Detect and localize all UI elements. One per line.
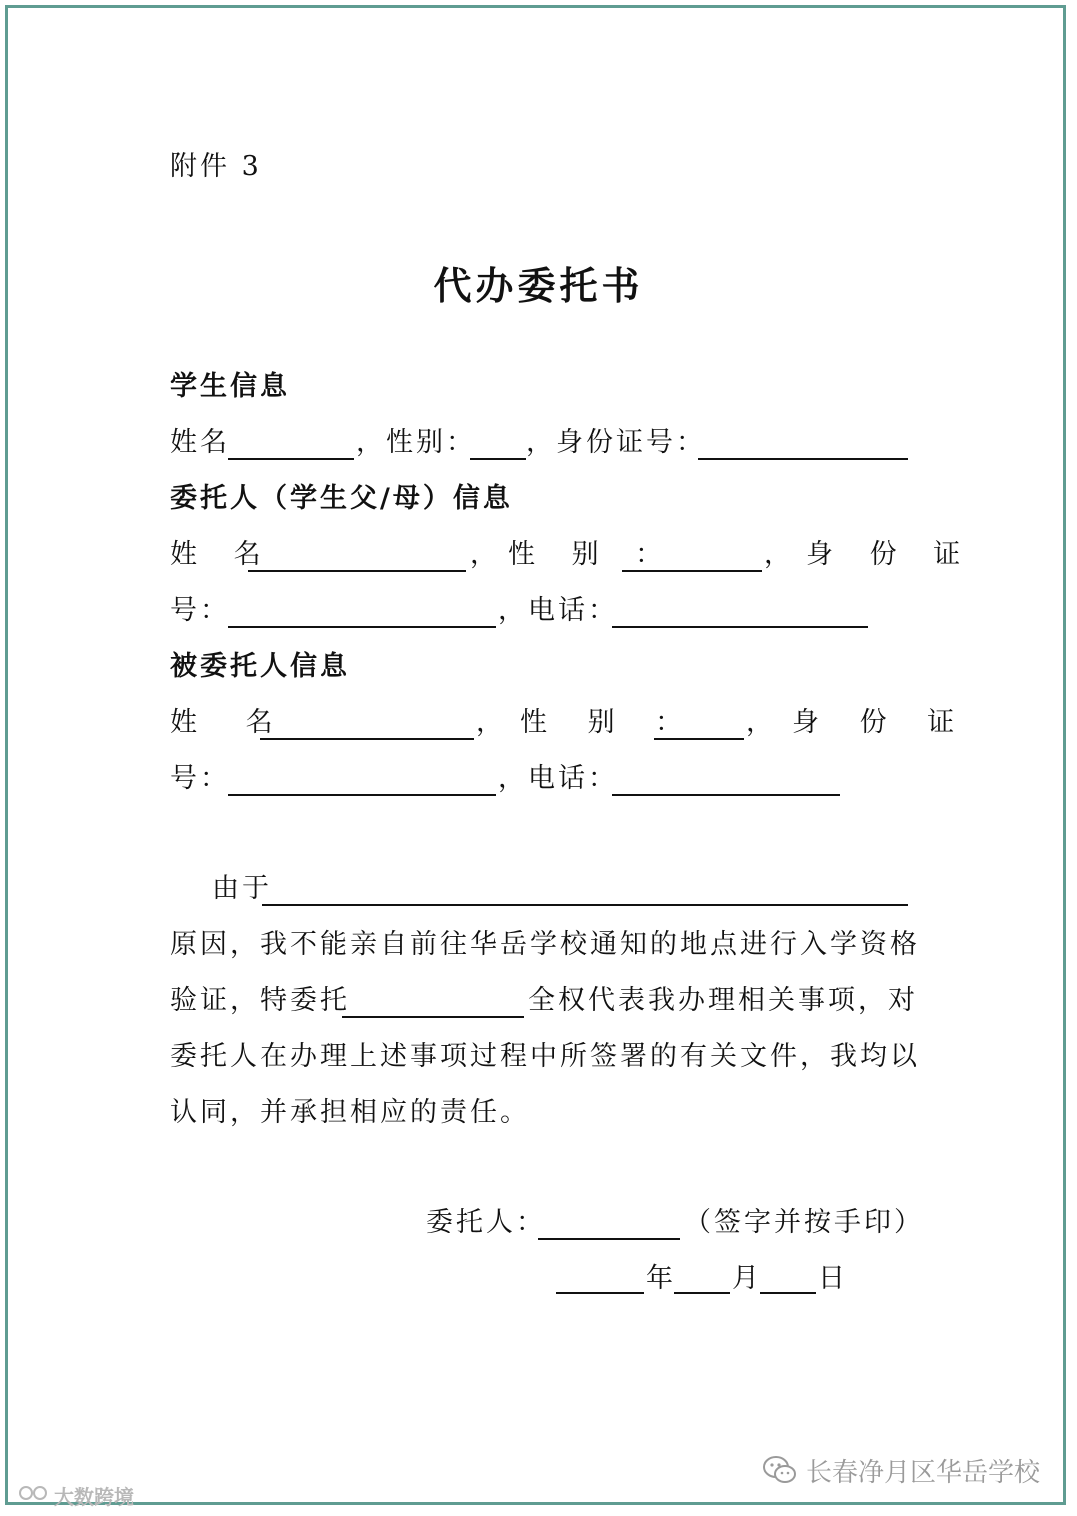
client-sep1: ， <box>470 539 500 570</box>
client-id-field[interactable] <box>228 626 496 628</box>
client-name-label: 姓 名 <box>170 539 275 570</box>
wechat-icon <box>762 1455 798 1485</box>
agent-phone-label: ，电话： <box>498 763 618 794</box>
agent-phone-field[interactable] <box>612 794 840 796</box>
client-phone-label: ，电话： <box>498 595 618 626</box>
client-id-label-start: 身 份 证 <box>806 539 975 570</box>
agent-gender-field[interactable] <box>654 738 744 740</box>
student-gender-field[interactable] <box>470 458 526 460</box>
client-heading: 委托人（学生父/母）信息 <box>170 483 513 514</box>
reason-lead: 由于 <box>212 873 272 904</box>
agent-name-field[interactable] <box>260 738 474 740</box>
reason-field[interactable] <box>262 904 908 906</box>
student-name-field[interactable] <box>228 458 354 460</box>
month-field[interactable] <box>674 1292 730 1294</box>
year-label: 年 <box>646 1263 676 1294</box>
body-line-3a: 验证，特委托 <box>170 985 350 1016</box>
signature-label: 委托人： <box>426 1207 546 1238</box>
signature-field[interactable] <box>538 1238 680 1240</box>
watermark-logo-icon <box>18 1481 50 1503</box>
agent-gender-label: 性 别 ： <box>520 707 699 738</box>
student-id-label: ，身份证号： <box>526 427 706 458</box>
month-label: 月 <box>732 1263 762 1294</box>
year-field[interactable] <box>556 1292 644 1294</box>
body-line-2: 原因，我不能亲自前往华岳学校通知的地点进行入学资格 <box>170 929 920 960</box>
watermark-text: 大数跨境 <box>54 1485 134 1509</box>
body-line-4: 委托人在办理上述事项过程中所签署的有关文件，我均以 <box>170 1041 920 1072</box>
student-heading: 学生信息 <box>170 371 290 402</box>
page-border <box>5 5 1066 1505</box>
agent-id-field[interactable] <box>228 794 496 796</box>
body-line-3b: 全权代表我办理相关事项，对 <box>528 985 918 1016</box>
agent-id-label-end: 号： <box>170 763 230 794</box>
delegate-name-field[interactable] <box>342 1016 524 1018</box>
client-gender-label: 性 别 ： <box>508 539 677 570</box>
agent-sep2: ， <box>746 707 776 738</box>
student-id-field[interactable] <box>698 458 908 460</box>
agent-id-label-start: 身 份 证 <box>792 707 971 738</box>
agent-name-label: 姓 名 <box>170 707 293 738</box>
body-line-5: 认同，并承担相应的责任。 <box>170 1097 530 1128</box>
wechat-account-name: 长春净月区华岳学校 <box>806 1458 1041 1488</box>
attachment-label: 附件 3 <box>170 151 262 182</box>
client-name-field[interactable] <box>248 570 466 572</box>
client-gender-field[interactable] <box>622 570 762 572</box>
agent-sep1: ， <box>476 707 506 738</box>
document-title: 代办委托书 <box>433 264 644 308</box>
signature-note: （签字并按手印） <box>684 1207 924 1238</box>
student-gender-label: ，性别： <box>356 427 476 458</box>
client-id-label-end: 号： <box>170 595 230 626</box>
client-sep2: ， <box>764 539 794 570</box>
day-field[interactable] <box>760 1292 816 1294</box>
student-name-label: 姓名 <box>170 427 230 458</box>
day-label: 日 <box>818 1263 848 1294</box>
agent-heading: 被委托人信息 <box>170 651 350 682</box>
client-phone-field[interactable] <box>612 626 868 628</box>
